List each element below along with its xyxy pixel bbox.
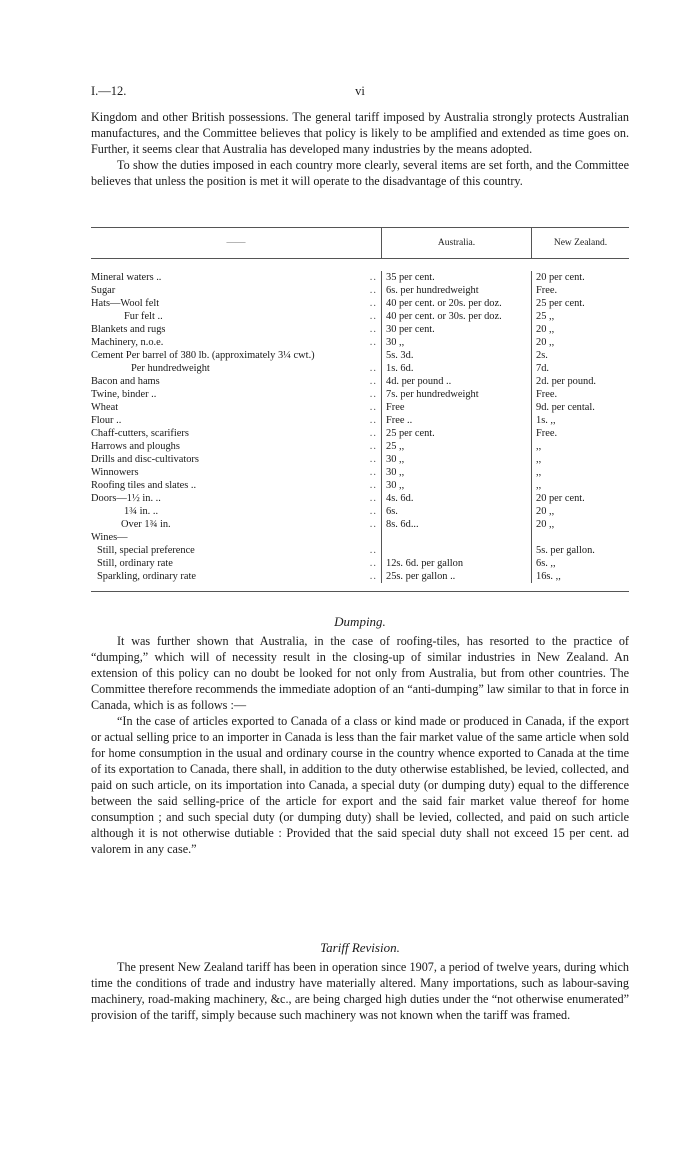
table-cell-new-zealand: 16s. ,,: [536, 571, 561, 582]
page-header: [91, 84, 629, 100]
table-row-item: Fur felt .. ..: [124, 311, 377, 322]
table-cell-australia: 6s. per hundredweight: [386, 285, 479, 296]
table-row-item: Blankets and rugs ..: [91, 324, 377, 335]
table-cell-australia: 7s. per hundredweight: [386, 389, 479, 400]
table-row-item: Still, ordinary rate ..: [97, 558, 377, 569]
table-row-item: Over 1¾ in. ..: [121, 519, 377, 530]
table-row-item: Hats—Wool felt ..: [91, 298, 377, 309]
intro-section: [91, 109, 629, 189]
table-row-item: Wines—: [91, 532, 128, 543]
table-cell-new-zealand: 6s. ,,: [536, 558, 556, 569]
table-cell-new-zealand: 20 ,,: [536, 506, 555, 517]
dumping-section: [91, 633, 629, 857]
table-cell-new-zealand: Free.: [536, 389, 558, 400]
table-row-item: Twine, binder .. ..: [91, 389, 377, 400]
table-row-item: Cement Per barrel of 380 lb. (approximately 3¼ cwt.): [91, 350, 315, 361]
table-cell-new-zealand: 7d.: [536, 363, 549, 374]
dumping-paragraph: It was further shown that Australia, in the case of roofing-tiles, has resorted to the practice of “dumping,” which will of necessity result in the closing-up of similar industries in New Zealand. An extension of this policy can no doubt be looked for not only from Australia, but from other countries. The Committee therefore recommends the immediate adoption of an “anti-dumping” law similar to that in force in Canada, which is as follows :—: [91, 634, 629, 712]
table-cell-australia: 6s.: [386, 506, 398, 517]
table-cell-australia: 30 ,,: [386, 337, 405, 348]
table-row-item: Chaff-cutters, scarifiers ..: [91, 428, 377, 439]
table-cell-new-zealand: [536, 531, 629, 544]
table-cell-australia: [386, 544, 531, 557]
table-cell-australia: 30 per cent.: [386, 324, 435, 335]
table-cell-australia: 5s. 3d.: [386, 350, 414, 361]
tariff-revision-paragraph: The present New Zealand tariff has been in operation since 1907, a period of twelve years, during which time the conditions of trade and industry have materially altered. Many importations, such as labour-saving machinery, road-making machinery, &c., are being charged high duties under the “not otherwise enumerated” provision of the tariff, simply because such machinery was not known when the tariff was framed.: [91, 960, 629, 1022]
page-reference: I.—12.: [91, 84, 127, 98]
table-row-item: Flour .. ..: [91, 415, 377, 426]
table-cell-australia: 30 ,,: [386, 467, 405, 478]
table-cell-australia: 4s. 6d.: [386, 493, 414, 504]
table-row-item: Doors—1½ in. .. ..: [91, 493, 377, 504]
table-row-item: Machinery, n.o.e. ..: [91, 337, 377, 348]
table-cell-australia: 1s. 6d.: [386, 363, 414, 374]
header-item: ——: [226, 237, 246, 248]
table-cell-new-zealand: ,,: [536, 441, 542, 452]
table-row-item: Harrows and ploughs ..: [91, 441, 377, 452]
table-cell-australia: 30 ,,: [386, 454, 405, 465]
table-cell-new-zealand: 20 ,,: [536, 519, 555, 530]
table-cell-new-zealand: ,,: [536, 467, 542, 478]
table-cell-new-zealand: 9d. per cental.: [536, 402, 595, 413]
table-cell-new-zealand: Free.: [536, 285, 558, 296]
intro-paragraph: Kingdom and other British possessions. The general tariff imposed by Australia strongly protects Australian manufactures, and the Committee believes that policy is likely to be amplified and extended as time goes on. Further, it seems clear that Australia has developed many industries by the means adopted.: [91, 110, 629, 156]
table-body: [91, 259, 629, 591]
table-cell-australia: 35 per cent.: [386, 272, 435, 283]
table-cell-new-zealand: 2s.: [536, 350, 548, 361]
new-zealand-column: [531, 271, 629, 583]
table-cell-australia: 25 ,,: [386, 441, 405, 452]
table-cell-australia: 25s. per gallon ..: [386, 571, 456, 582]
items-column: [91, 271, 381, 583]
table-header: [91, 228, 629, 259]
table-cell-new-zealand: Free.: [536, 428, 558, 439]
table-cell-australia: 12s. 6d. per gallon: [386, 558, 464, 569]
table-cell-australia: 8s. 6d...: [386, 519, 419, 530]
table-cell-australia: Free ..: [386, 415, 413, 426]
page-number: vi: [355, 84, 365, 98]
table-cell-new-zealand: 25 ,,: [536, 311, 555, 322]
table-cell-new-zealand: ,,: [536, 480, 542, 491]
intro-paragraph: To show the duties imposed in each country more clearly, several items are set forth, and the Committee believes that unless the position is met it will operate to the disadvantage of this country.: [91, 158, 629, 188]
table-cell-new-zealand: 25 per cent.: [536, 298, 585, 309]
australia-column: [381, 271, 531, 583]
table-row-item: Bacon and hams ..: [91, 376, 377, 387]
table-row-item: Sparkling, ordinary rate ..: [97, 571, 377, 582]
header-australia: Australia.: [381, 228, 531, 258]
dumping-heading: Dumping.: [334, 614, 386, 629]
tariff-comparison-table: [91, 227, 629, 592]
table-row-item: Mineral waters .. ..: [91, 272, 377, 283]
table-row-item: Roofing tiles and slates .. ..: [91, 480, 377, 491]
tariff-revision-section: [91, 959, 629, 1023]
table-row-item: Wheat ..: [91, 402, 377, 413]
table-row-item: Winnowers ..: [91, 467, 377, 478]
table-cell-new-zealand: 20 ,,: [536, 337, 555, 348]
table-cell-australia: [386, 531, 531, 544]
table-row-item: 1¾ in. .. ..: [124, 506, 377, 517]
table-row-item: Still, special preference ..: [97, 545, 377, 556]
table-row-item: Sugar ..: [91, 285, 377, 296]
table-cell-new-zealand: 20 ,,: [536, 324, 555, 335]
table-cell-new-zealand: ,,: [536, 454, 542, 465]
tariff-revision-heading: Tariff Revision.: [320, 940, 400, 955]
table-cell-new-zealand: 20 per cent.: [536, 272, 585, 283]
table-cell-australia: 25 per cent.: [386, 428, 435, 439]
table-cell-australia: 4d. per pound ..: [386, 376, 452, 387]
table-cell-australia: 30 ,,: [386, 480, 405, 491]
table-row-item: Drills and disc-cultivators ..: [91, 454, 377, 465]
table-cell-new-zealand: 5s. per gallon.: [536, 545, 595, 556]
table-cell-australia: 40 per cent. or 20s. per doz.: [386, 298, 502, 309]
table-cell-new-zealand: 20 per cent.: [536, 493, 585, 504]
table-cell-australia: Free: [386, 402, 405, 413]
table-row-item: Per hundredweight ..: [131, 363, 377, 374]
header-new-zealand: New Zealand.: [531, 228, 629, 258]
table-cell-new-zealand: 1s. ,,: [536, 415, 556, 426]
table-cell-new-zealand: 2d. per pound.: [536, 376, 597, 387]
canada-law-quote: “In the case of articles exported to Canada of a class or kind made or produced in Canada, if the export or actual selling price to an importer in Canada is less than the fair market value of the same article when sold for home consumption in the usual and ordinary course in the country whence exported to Canada at the time of its exportation to Canada, there shall, in addition to the duty otherwise established, be levied, collected, and paid on such article, on its importation into Canada, a special duty (or dumping duty) equal to the difference between the said selling-price of the article for export and the said fair market value thereof for home consumption ; and such special duty (or dumping duty) shall be levied, collected, and paid on such article although it is not otherwise dutiable : Provided that the said special duty shall not exceed 15 per cent. ad valorem in any case.”: [91, 714, 629, 856]
table-cell-australia: 40 per cent. or 30s. per doz.: [386, 311, 502, 322]
